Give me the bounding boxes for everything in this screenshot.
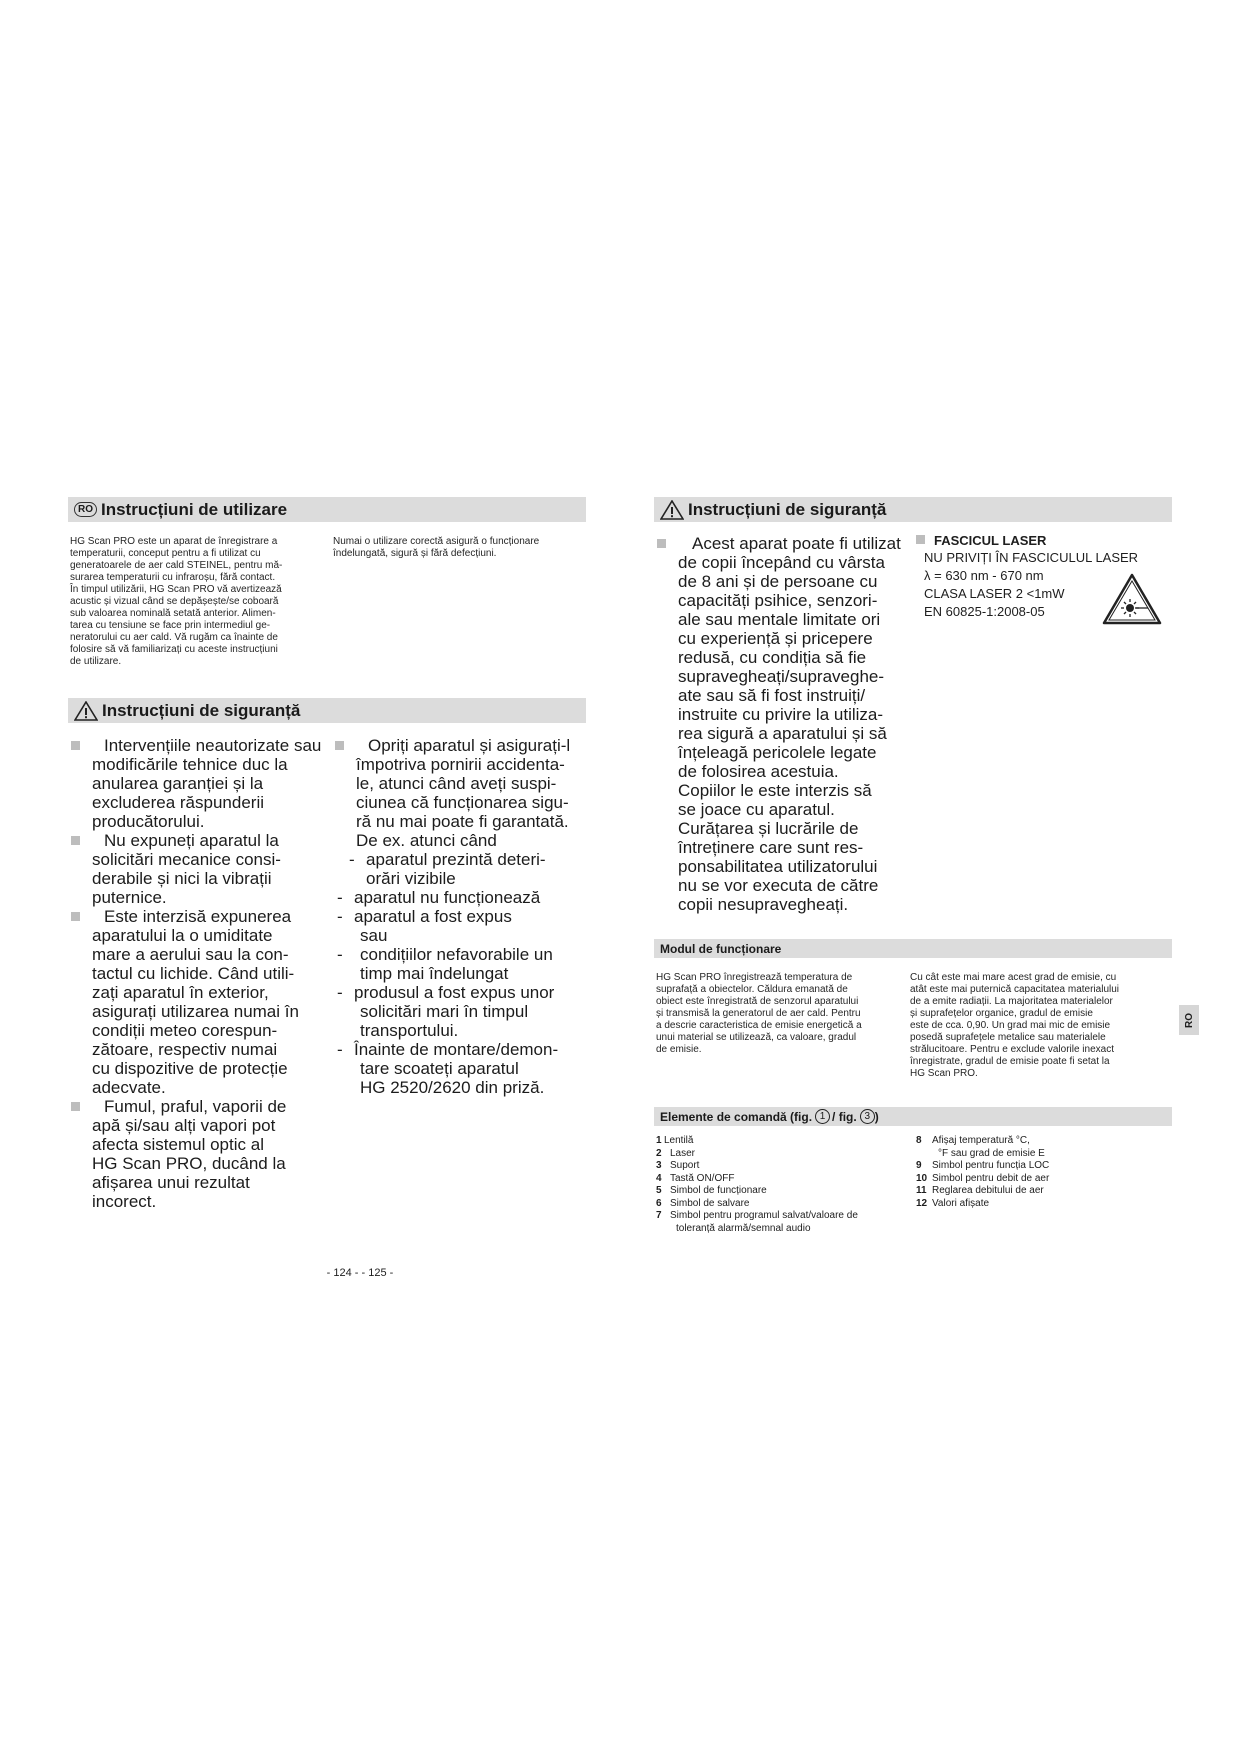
intro-line: surarea temperaturii cu infraroșu, fără contact.: [70, 572, 276, 583]
bullet-square-icon: [71, 836, 80, 845]
dash-item: - produsul a fost expus unor solicitări mari în timpul transportului.: [334, 983, 604, 1040]
function-line: de a emite radiații. La majoritatea materialelor: [910, 996, 1113, 1007]
function-heading: [654, 939, 1172, 958]
intro-line: folosire să vă familiarizați cu aceste instrucțiuni: [70, 644, 278, 655]
bullet-line: Fumul, praful, vaporii de: [104, 1097, 287, 1116]
page-numbers: - 124 - - 125 -: [326, 1267, 394, 1279]
dash-line: produsul a fost expus unor: [354, 983, 555, 1002]
function-line: este de cca. 0,90. Un grad mai mic de emisie: [910, 1020, 1111, 1031]
safety-col1: [70, 736, 340, 1211]
safety-heading-right: [654, 497, 1172, 522]
control-item: 1 Lentilă: [656, 1135, 694, 1146]
intro-line: îndelungată, sigură și fără defecțiuni.: [333, 548, 497, 559]
dash-line: timp mai îndelungat: [360, 964, 509, 983]
bullet-line: adecvate.: [92, 1078, 166, 1097]
laser-line: EN 60825-1:2008-05: [924, 604, 1045, 619]
function-line: suprafață a obiectelor. Căldura emanată de: [656, 984, 848, 995]
control-item: 6 Simbol de salvare: [656, 1197, 750, 1209]
function-line: atât este mai puternică capacitatea materialului: [910, 984, 1120, 995]
warning-triangle-icon: [74, 701, 98, 721]
fig-3-ref: 3: [860, 1109, 875, 1124]
control-item: 5 Simbol de funcționare: [656, 1185, 767, 1196]
control-item: 2 Laser: [656, 1147, 696, 1159]
bullet-line: întreținere care sunt res-: [678, 838, 864, 857]
function-line: și suprafețelor organice, gradul de emisie: [910, 1008, 1093, 1019]
function-col1: [656, 972, 906, 1056]
intro-line: de utilizare.: [70, 656, 122, 667]
bullet-line: aparatului la o umiditate: [92, 926, 273, 945]
bullet-line: împotriva pornirii accidenta-: [356, 755, 565, 774]
bullet-line: Nu expuneți aparatul la: [104, 831, 279, 850]
bullet-line: Opriți aparatul și asigurați-l: [368, 736, 571, 755]
dash-line: condițiilor nefavorabile un: [360, 945, 553, 964]
dash-line: transportului.: [360, 1021, 459, 1040]
function-line: HG Scan PRO.: [910, 1068, 978, 1079]
function-heading-title: Modul de funcționare: [660, 941, 782, 956]
dash-line: Înainte de montare/demon-: [354, 1040, 559, 1059]
dash-item: - aparatul prezintă deteri- orări vizibile: [334, 850, 604, 888]
intro-col2: [333, 536, 593, 560]
control-item: 8 Afișaj temperatură °C, °F sau grad de emisie E: [916, 1135, 1045, 1159]
bullet-item: [70, 831, 340, 907]
bullet-line: puternice.: [92, 888, 167, 907]
bullet-line: copii nesupravegheați.: [678, 895, 849, 914]
bullet-line: modificările tehnice duc la: [92, 755, 288, 774]
function-line: Cu cât este mai mare acest grad de emisie, cu: [910, 972, 1117, 983]
bullet-line: apă și/sau alți vapori pot: [92, 1116, 276, 1135]
function-line: înregistrate, gradul de emisie poate fi setat la: [910, 1056, 1110, 1067]
bullet-line: le, atunci când aveți suspi-: [356, 774, 557, 793]
intro-line: temperaturii, conceput pentru a fi utilizat cu: [70, 548, 261, 559]
intro-line: HG Scan PRO este un aparat de înregistrare a: [70, 536, 278, 547]
warning-triangle-icon: [660, 500, 684, 520]
bullet-line: zați aparatul în exterior,: [92, 983, 269, 1002]
intro-line: neratorului cu aer cald. Vă rugăm ca înainte de: [70, 632, 278, 643]
bullet-line: derabile și nici la vibrații: [92, 869, 272, 888]
function-line: de emisie.: [656, 1044, 702, 1055]
dash-line: aparatul prezintă deteri-: [366, 850, 546, 869]
bullet-item: [656, 534, 924, 914]
control-item: 4 Tastă ON/OFF: [656, 1172, 735, 1184]
control-item: 10 Simbol pentru debit de aer: [916, 1172, 1050, 1184]
bullet-square-icon: [916, 535, 925, 544]
controls-heading-close: ): [874, 1109, 879, 1124]
bullet-line: Copiilor le este interzis să: [678, 781, 872, 800]
controls-heading-title: Elemente de comandă (fig.: [660, 1109, 813, 1124]
bullet-line: tactul cu lichide. Când utili-: [92, 964, 295, 983]
bullet-line: de copii începând cu vârsta: [678, 553, 885, 572]
function-line: și transmisă la generatorul de aer cald. Pentru: [656, 1008, 861, 1019]
intro-line: sub valoarea nominală setată anterior. Alimen-: [70, 608, 276, 619]
right-page: [620, 0, 1241, 1754]
safety-col2: [334, 736, 604, 1097]
function-line: strălucitoare. Pentru e exclude valorile inexact: [910, 1044, 1114, 1055]
bullet-line: ale sau mentale limitate ori: [678, 610, 881, 629]
bullet-line: incorect.: [92, 1192, 157, 1211]
bullet-item: [70, 907, 340, 1097]
intro-line: tarea cu tensiune se face prin intermediul ge-: [70, 620, 271, 631]
controls-heading: [654, 1107, 1172, 1126]
bullet-line: supravegheați/supraveghe-: [678, 667, 885, 686]
control-item: 7 Simbol pentru programul salvat/valoare de toleranță alarmă/semnal audio: [656, 1210, 858, 1234]
bullet-line: excluderea răspunderii: [92, 793, 264, 812]
dash-line: tare scoateți aparatul: [360, 1059, 519, 1078]
bullet-line: afișarea unui rezultat: [92, 1173, 250, 1192]
bullet-item: [334, 736, 604, 850]
dash-item: - aparatul nu funcționează: [334, 888, 604, 907]
left-page: [0, 0, 620, 1754]
function-line: a descrie caracteristica de emisie energetică a: [656, 1020, 862, 1031]
function-col2: [910, 972, 1172, 1080]
bullet-line: anularea garanției și la: [92, 774, 264, 793]
bullet-square-icon: [71, 1102, 80, 1111]
dash-line: HG 2520/2620 din priză.: [360, 1078, 545, 1097]
language-tab-label: RO: [1183, 1012, 1195, 1028]
bullet-line: nu se vor executa de către: [678, 876, 879, 895]
intro-line: acustic și vizual când se depășește/se coboară: [70, 596, 279, 607]
bullet-line: instruite cu privire la utiliza-: [678, 705, 884, 724]
laser-line: NU PRIVIȚI ÎN FASCICULUL LASER: [924, 550, 1139, 565]
control-item: 12 Valori afișate: [916, 1197, 990, 1209]
bullet-line: condiții meteo corespun-: [92, 1021, 278, 1040]
bullet-square-icon: [71, 912, 80, 921]
bullet-line: cu experiență și pricepere: [678, 629, 873, 648]
fig-1-ref: 1: [815, 1109, 830, 1124]
intro-line: generatoarele de aer cald STEINEL, pentru mă-: [70, 560, 283, 571]
dash-line: solicitări mari în timpul: [360, 1002, 529, 1021]
bullet-item: [70, 1097, 340, 1211]
language-tab: [1179, 1005, 1199, 1035]
bullet-line: redusă, cu condiția să fie: [678, 648, 867, 667]
bullet-line: Acest aparat poate fi utilizat: [692, 534, 901, 553]
usage-heading: [68, 497, 586, 522]
bullet-line: ate sau să fi fost instruiți/: [678, 686, 866, 705]
laser-line: CLASA LASER 2 <1mW: [924, 586, 1065, 601]
safety-heading-left: [68, 698, 586, 723]
intro-col1: [70, 536, 320, 668]
bullet-line: ră nu mai poate fi garantată.: [356, 812, 569, 831]
bullet-line: afecta sistemul optic al: [92, 1135, 264, 1154]
bullet-line: Intervențiile neautorizate sau: [104, 736, 322, 755]
usage-heading-title: Instrucțiuni de utilizare: [101, 499, 288, 519]
controls-col1: [656, 1135, 916, 1235]
bullet-line: HG Scan PRO, ducând la: [92, 1154, 286, 1173]
bullet-line: producătorului.: [92, 812, 205, 831]
bullet-square-icon: [335, 741, 344, 750]
bullet-line: se joace cu aparatul.: [678, 800, 835, 819]
bullet-line: Curățarea și lucrările de: [678, 819, 859, 838]
dash-item: - condițiilor nefavorabile un timp mai îndelungat: [334, 945, 604, 983]
bullet-line: solicitări mecanice consi-: [92, 850, 281, 869]
bullet-line: asigurați utilizarea numai în: [92, 1002, 299, 1021]
laser-line: λ = 630 nm - 670 nm: [924, 568, 1044, 583]
bullet-line: de folosirea acestuia.: [678, 762, 839, 781]
function-line: HG Scan PRO înregistrează temperatura de: [656, 972, 853, 983]
intro-line: În timpul utilizării, HG Scan PRO vă avertizează: [70, 584, 282, 595]
bullet-square-icon: [71, 741, 80, 750]
bullet-line: de 8 ani și de persoane cu: [678, 572, 878, 591]
dash-item: - Înainte de montare/demon- tare scoateți aparatul HG 2520/2620 din priză.: [334, 1040, 604, 1097]
function-line: unui material se utilizează, ca valoare, gradul: [656, 1032, 857, 1043]
ro-badge: RO: [74, 502, 97, 517]
dash-line: orări vizibile: [366, 869, 456, 888]
laser-title: [916, 532, 1166, 549]
bullet-line: cu dispozitive de protecție: [92, 1059, 288, 1078]
bullet-line: ciunea că funcționarea sigu-: [356, 793, 569, 812]
dash-item: - aparatul a fost expus sau: [334, 907, 604, 945]
function-line: obiect este înregistrată de senzorul aparatului: [656, 996, 859, 1007]
control-item: 11 Reglarea debitului de aer: [916, 1185, 1044, 1196]
bullet-line: Este interzisă expunerea: [104, 907, 292, 926]
intro-line: Numai o utilizare corectă asigură o funcționare: [333, 536, 540, 547]
safety-right-text: [656, 534, 924, 914]
laser-title-text: FASCICUL LASER: [934, 533, 1047, 548]
bullet-item: [70, 736, 340, 831]
bullet-line: capacități psihice, senzori-: [678, 591, 878, 610]
bullet-line: De ex. atunci când: [356, 831, 497, 850]
control-item: 3 Suport: [656, 1160, 700, 1171]
bullet-line: zătoare, respectiv numai: [92, 1040, 278, 1059]
safety-heading-right-title: Instrucțiuni de siguranță: [688, 499, 887, 519]
bullet-line: înțeleagă pericolele legate: [678, 743, 877, 762]
safety-heading-left-title: Instrucțiuni de siguranță: [102, 700, 301, 720]
bullet-line: ponsabilitatea utilizatorului: [678, 857, 878, 876]
controls-heading-sep: / fig.: [832, 1109, 857, 1124]
dash-line: aparatul a fost expus: [354, 907, 512, 926]
dash-line: aparatul nu funcționează: [354, 888, 541, 907]
control-item: 9 Simbol pentru funcția LOC: [916, 1160, 1050, 1171]
controls-col2: [916, 1135, 1176, 1210]
function-line: posedă suprafețele metalice sau materialele: [910, 1032, 1106, 1043]
dash-line: sau: [360, 926, 388, 945]
bullet-line: rea sigură a aparatului și să: [678, 724, 887, 743]
bullet-square-icon: [657, 539, 666, 548]
laser-warning-icon: [1101, 572, 1163, 631]
bullet-line: mare a aerului sau la con-: [92, 945, 289, 964]
